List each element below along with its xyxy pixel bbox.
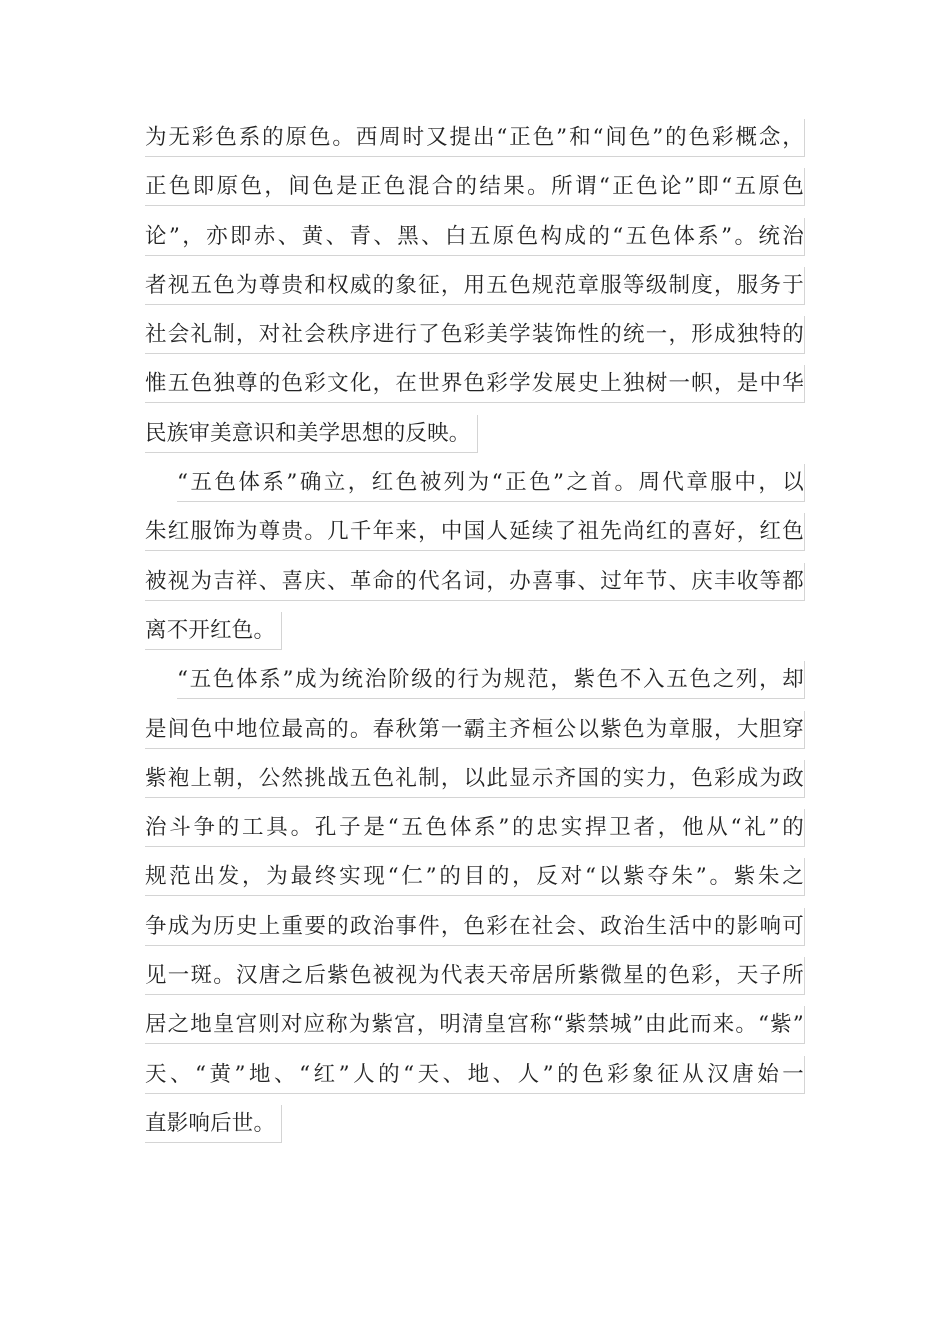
text-line: 社会礼制，对社会秩序进行了色彩美学装饰性的统一，形成独特的: [145, 310, 805, 359]
paragraph-3: [145, 655, 805, 1148]
text-line: 惟五色独尊的色彩文化，在世界色彩学发展史上独树一帜，是中华: [145, 359, 805, 408]
text-line: 居之地皇宫则对应称为紫宫，明清皇宫称“紫禁城”由此而来。“紫”: [145, 1000, 805, 1049]
text-line: 正色即原色，间色是正色混合的结果。所谓“正色论”即“五原色: [145, 162, 805, 211]
text-line: 者视五色为尊贵和权威的象征，用五色规范章服等级制度，服务于: [145, 261, 805, 310]
text-line: 朱红服饰为尊贵。几千年来，中国人延续了祖先尚红的喜好，红色: [145, 507, 805, 556]
text-line: 离不开红色。: [145, 606, 805, 655]
document-body: [145, 113, 805, 1148]
text-line: “五色体系”确立，红色被列为“正色”之首。周代章服中，以: [145, 458, 805, 507]
text-line: 民族审美意识和美学思想的反映。: [145, 409, 805, 458]
text-line: 被视为吉祥、喜庆、革命的代名词，办喜事、过年节、庆丰收等都: [145, 557, 805, 606]
text-line: 论”，亦即赤、黄、青、黑、白五原色构成的“五色体系”。统治: [145, 212, 805, 261]
text-line: 紫袍上朝，公然挑战五色礼制，以此显示齐国的实力，色彩成为政: [145, 754, 805, 803]
text-line: 规范出发，为最终实现“仁”的目的，反对“以紫夺朱”。紫朱之: [145, 852, 805, 901]
text-line: 治斗争的工具。孔子是“五色体系”的忠实捍卫者，他从“礼”的: [145, 803, 805, 852]
text-line: 是间色中地位最高的。春秋第一霸主齐桓公以紫色为章服，大胆穿: [145, 705, 805, 754]
paragraph-2: [145, 458, 805, 655]
text-line: 直影响后世。: [145, 1099, 805, 1148]
text-line: 为无彩色系的原色。西周时又提出“正色”和“间色”的色彩概念，: [145, 113, 805, 162]
paragraph-1: [145, 113, 805, 458]
text-line: 天、“黄”地、“红”人的“天、地、人”的色彩象征从汉唐始一: [145, 1050, 805, 1099]
text-line: 争成为历史上重要的政治事件，色彩在社会、政治生活中的影响可: [145, 902, 805, 951]
text-line: “五色体系”成为统治阶级的行为规范，紫色不入五色之列，却: [145, 655, 805, 704]
text-line: 见一斑。汉唐之后紫色被视为代表天帝居所紫微星的色彩，天子所: [145, 951, 805, 1000]
